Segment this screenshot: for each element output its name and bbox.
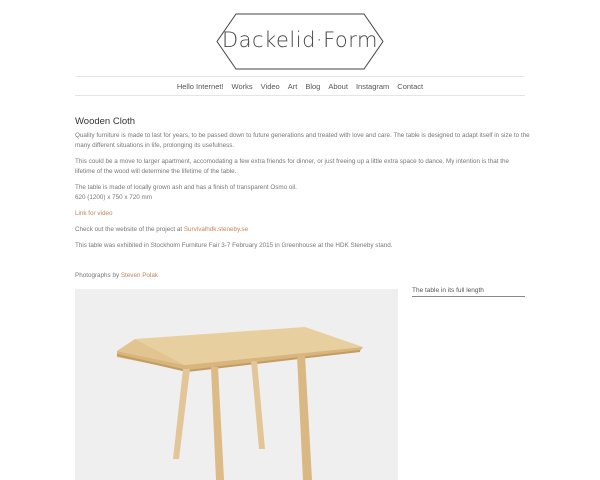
paragraph-intro: Quality furniture is made to last for years, to be passed down to future generations and treated with love and care. The table is designed to adapt itself in size to the many different situations in life, prolonging its usefulness. xyxy=(75,132,530,149)
nav-contact[interactable]: Contact xyxy=(397,81,424,91)
video-link[interactable]: Link for video xyxy=(75,210,113,217)
nav-about[interactable]: About xyxy=(328,81,348,91)
nav-hello-internet[interactable]: Hello Internet! xyxy=(176,81,224,91)
nav-art[interactable]: Art xyxy=(287,81,298,91)
photographer-link[interactable]: Steven Polak xyxy=(120,272,158,279)
paragraph-exhibited: This table was exhibited in Stockholm Furniture Fair 3-7 February 2015 in Greenhouse at the HDK Steneby stand. xyxy=(75,242,393,249)
photos-prefix: Photographs by xyxy=(75,272,121,279)
table-illustration xyxy=(75,289,398,480)
nav-works[interactable]: Works xyxy=(231,81,253,91)
article xyxy=(75,116,530,287)
paragraph-website xyxy=(75,225,530,235)
website-link[interactable]: Survivalhdk.steneby.se xyxy=(183,226,249,233)
main-nav xyxy=(75,76,525,96)
paragraph-purpose: This could be a move to larger apartment, accomodating a few extra friends for dinner, or just freeing up a little extra space to dance. My intention is that the lifetime of the wood will determine the lifetime of the table. xyxy=(75,158,510,175)
table-photo[interactable] xyxy=(75,289,398,480)
nav-instagram[interactable]: Instagram xyxy=(355,81,390,91)
photo-caption: The table in its full length xyxy=(412,287,525,297)
materials-text: The table is made of locally grown ash and has a finish of transparent Osmo oil. xyxy=(75,184,297,191)
paragraph-materials xyxy=(75,183,530,203)
paragraph-photographs xyxy=(75,271,530,281)
logo-text: Dackelid·Form xyxy=(222,28,378,52)
article-title: Wooden Cloth xyxy=(75,116,136,127)
dimensions-text: 620 (1200) x 750 x 720 mm xyxy=(75,194,153,201)
nav-blog[interactable]: Blog xyxy=(305,81,321,91)
website-prefix: Check out the website of the project at xyxy=(75,226,184,233)
site-logo[interactable] xyxy=(216,13,384,70)
nav-video[interactable]: Video xyxy=(260,81,280,91)
